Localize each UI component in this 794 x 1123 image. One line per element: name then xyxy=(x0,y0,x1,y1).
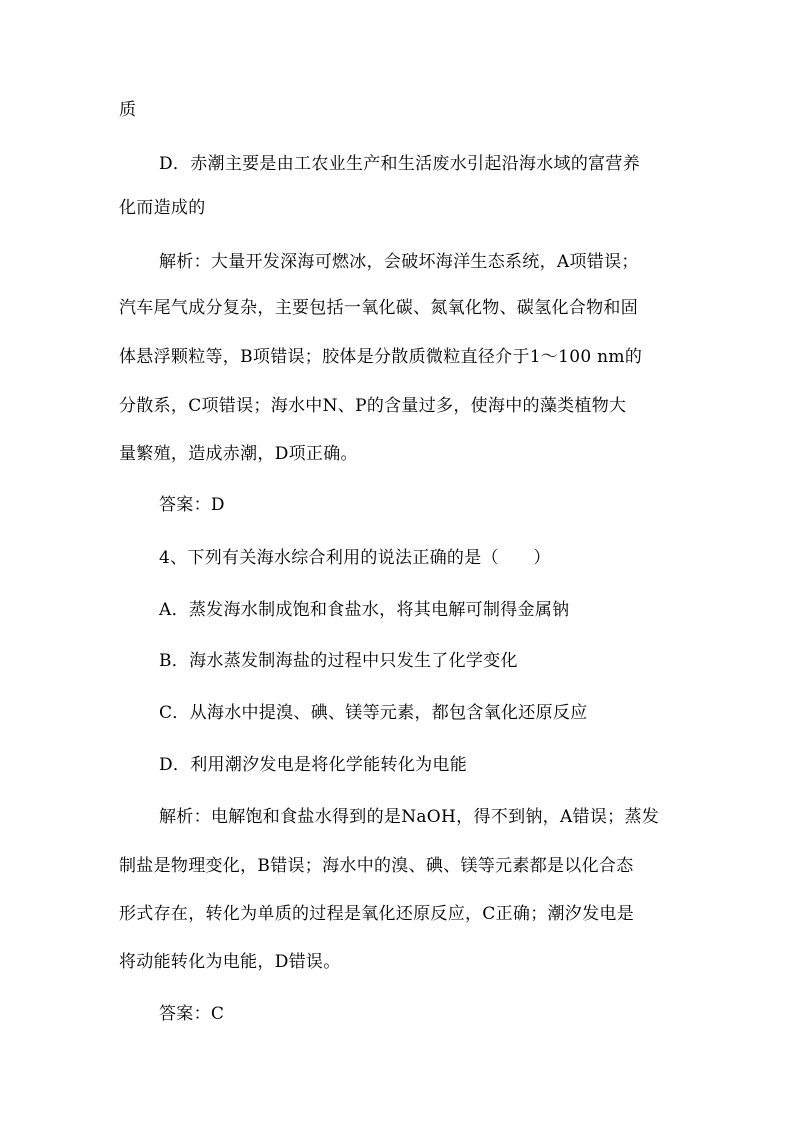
text-line: 汽车尾气成分复杂，主要包括一氧化碳、氮氧化物、碳氢化合物和固 xyxy=(119,298,638,318)
option-d-line: D．赤潮主要是由工农业生产和生活废水引起沿海水域的富营养 xyxy=(159,154,641,174)
text-line: 化而造成的 xyxy=(119,198,206,218)
option-c-line: C．从海水中提溴、碘、镁等元素，都包含氧化还原反应 xyxy=(159,703,588,723)
text-line: 量繁殖，造成赤潮，D项正确。 xyxy=(119,444,358,464)
answer-line: 答案：D xyxy=(159,495,225,515)
option-b-line: B．海水蒸发制海盐的过程中只发生了化学变化 xyxy=(159,651,518,671)
text-line: 体悬浮颗粒等，B项错误；胶体是分散质微粒直径介于1～100 nm的 xyxy=(119,347,643,367)
question-line: 4、下列有关海水综合利用的说法正确的是（ ） xyxy=(159,548,551,568)
explanation-line: 解析：大量开发深海可燃冰，会破坏海洋生态系统，A项错误； xyxy=(159,252,639,272)
text-line: 分散系，C项错误；海水中N、P的含量过多，使海中的藻类植物大 xyxy=(119,396,627,416)
answer-line: 答案：C xyxy=(159,1004,225,1024)
text-line: 制盐是物理变化，B错误；海水中的溴、碘、镁等元素都是以化合态 xyxy=(119,856,634,876)
explanation-line: 解析：电解饱和食盐水得到的是NaOH，得不到钠，A错误；蒸发 xyxy=(159,807,660,827)
option-d-line: D．利用潮汐发电是将化学能转化为电能 xyxy=(159,755,468,775)
text-line: 形式存在，转化为单质的过程是氧化还原反应，C正确；潮汐发电是 xyxy=(119,904,635,924)
option-a-line: A．蒸发海水制成饱和食盐水，将其电解可制得金属钠 xyxy=(159,600,570,620)
text-line: 将动能转化为电能，D错误。 xyxy=(119,952,341,972)
text-line: 质 xyxy=(119,100,137,120)
